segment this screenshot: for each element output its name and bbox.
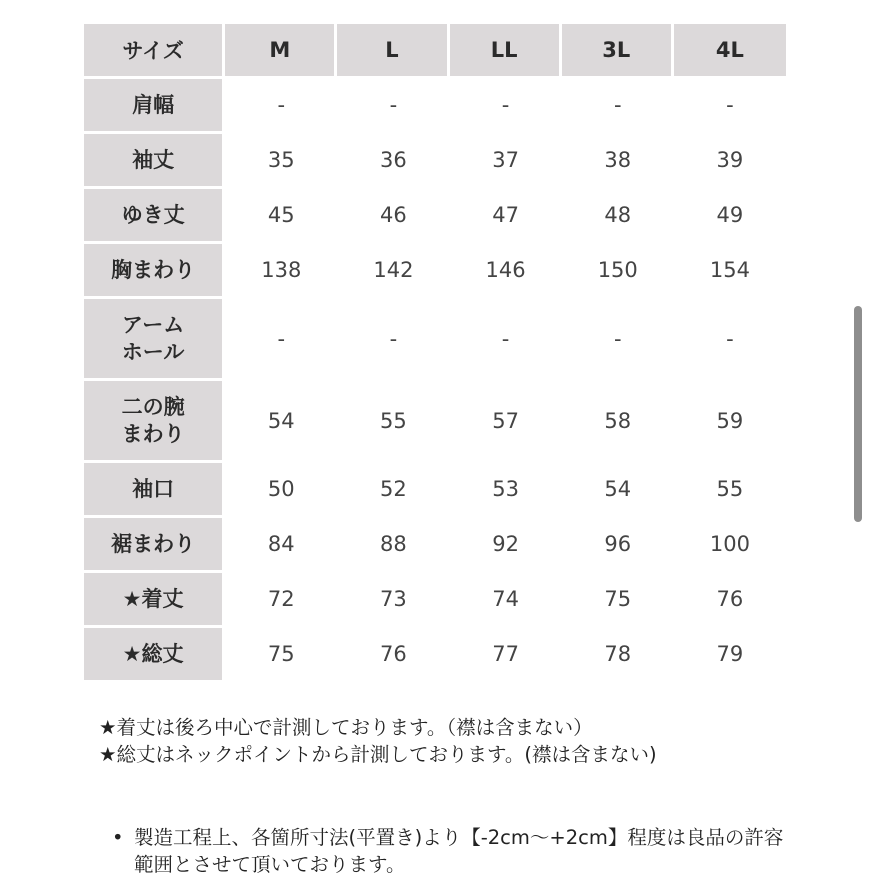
row-label-line: ★着丈 xyxy=(122,586,184,611)
table-cell: 55 xyxy=(674,463,786,518)
row-label xyxy=(84,189,225,244)
table-cell: 92 xyxy=(450,518,562,573)
table-cell: 45 xyxy=(225,189,337,244)
table-cell: 146 xyxy=(450,244,562,299)
table-cell: 76 xyxy=(674,573,786,628)
table-cell: - xyxy=(674,299,786,381)
table-cell: 53 xyxy=(450,463,562,518)
table-row xyxy=(84,463,786,518)
table-cell: 37 xyxy=(450,134,562,189)
tolerance-text: 製造工程上、各箇所寸法(平置き)より【-2cm〜+2cm】程度は良品の許容範囲とさせて頂いております。 xyxy=(134,826,784,876)
row-label xyxy=(84,381,225,463)
table-cell: 50 xyxy=(225,463,337,518)
table-cell: 38 xyxy=(562,134,674,189)
header-cell-ll: LL xyxy=(450,24,562,79)
row-label-line: 肩幅 xyxy=(132,92,175,117)
row-label xyxy=(84,573,225,628)
row-label-line: 袖口 xyxy=(132,476,175,501)
table-cell: 49 xyxy=(674,189,786,244)
row-label xyxy=(84,518,225,573)
table-cell: 58 xyxy=(562,381,674,463)
table-cell: 52 xyxy=(337,463,449,518)
table-row xyxy=(84,79,786,134)
table-cell: 54 xyxy=(225,381,337,463)
row-label-line: ゆき丈 xyxy=(121,202,185,227)
bullet-marker: • xyxy=(112,826,124,849)
table-cell: - xyxy=(225,79,337,134)
table-cell: 76 xyxy=(337,628,449,683)
table-cell: 74 xyxy=(450,573,562,628)
scrollbar-thumb[interactable] xyxy=(854,306,862,522)
table-cell: - xyxy=(562,79,674,134)
table-cell: 78 xyxy=(562,628,674,683)
table-row xyxy=(84,518,786,573)
table-cell: 46 xyxy=(337,189,449,244)
table-cell: 154 xyxy=(674,244,786,299)
table-row xyxy=(84,381,786,463)
row-label-line: 袖丈 xyxy=(132,147,175,172)
table-cell: 88 xyxy=(337,518,449,573)
measurement-notes xyxy=(99,714,779,768)
table-cell: 35 xyxy=(225,134,337,189)
table-cell: 72 xyxy=(225,573,337,628)
size-table xyxy=(84,24,786,683)
row-label-line: 裾まわり xyxy=(111,531,196,556)
table-cell: 84 xyxy=(225,518,337,573)
table-cell: 47 xyxy=(450,189,562,244)
table-cell: 73 xyxy=(337,573,449,628)
row-label-line: アーム xyxy=(121,312,185,337)
table-cell: 138 xyxy=(225,244,337,299)
table-cell: 142 xyxy=(337,244,449,299)
note-length: ★着丈は後ろ中心で計測しております。（襟は含まない） xyxy=(99,716,593,739)
table-cell: - xyxy=(450,299,562,381)
table-cell: 39 xyxy=(674,134,786,189)
table-cell: - xyxy=(225,299,337,381)
table-cell: 79 xyxy=(674,628,786,683)
table-row xyxy=(84,134,786,189)
table-cell: 96 xyxy=(562,518,674,573)
table-cell: 59 xyxy=(674,381,786,463)
table-cell: 36 xyxy=(337,134,449,189)
table-row xyxy=(84,573,786,628)
row-label xyxy=(84,299,225,381)
table-row xyxy=(84,244,786,299)
table-cell: 57 xyxy=(450,381,562,463)
table-cell: 75 xyxy=(562,573,674,628)
table-header-row xyxy=(84,24,786,79)
table-row xyxy=(84,189,786,244)
header-cell-3l: 3L xyxy=(562,24,674,79)
table-row xyxy=(84,628,786,683)
table-row xyxy=(84,299,786,381)
row-label xyxy=(84,463,225,518)
row-label-line: 胸まわり xyxy=(111,257,196,282)
table-cell: - xyxy=(562,299,674,381)
table-cell: - xyxy=(450,79,562,134)
table-cell: 75 xyxy=(225,628,337,683)
header-cell-size: サイズ xyxy=(84,24,225,79)
table-cell: 77 xyxy=(450,628,562,683)
note-total-length: ★総丈はネックポイントから計測しております。(襟は含まない) xyxy=(99,743,657,766)
row-label xyxy=(84,244,225,299)
table-cell: 54 xyxy=(562,463,674,518)
table-cell: 55 xyxy=(337,381,449,463)
row-label xyxy=(84,134,225,189)
row-label-line: まわり xyxy=(121,421,185,446)
header-cell-4l: 4L xyxy=(674,24,786,79)
table-cell: - xyxy=(674,79,786,134)
row-label xyxy=(84,628,225,683)
row-label-line: ★総丈 xyxy=(122,641,184,666)
row-label-line: ホール xyxy=(121,339,185,364)
header-cell-m: M xyxy=(225,24,337,79)
row-label xyxy=(84,79,225,134)
table-cell: - xyxy=(337,299,449,381)
table-cell: - xyxy=(337,79,449,134)
table-cell: 100 xyxy=(674,518,786,573)
header-cell-l: L xyxy=(337,24,449,79)
row-label-line: 二の腕 xyxy=(121,394,185,419)
table-cell: 48 xyxy=(562,189,674,244)
table-cell: 150 xyxy=(562,244,674,299)
